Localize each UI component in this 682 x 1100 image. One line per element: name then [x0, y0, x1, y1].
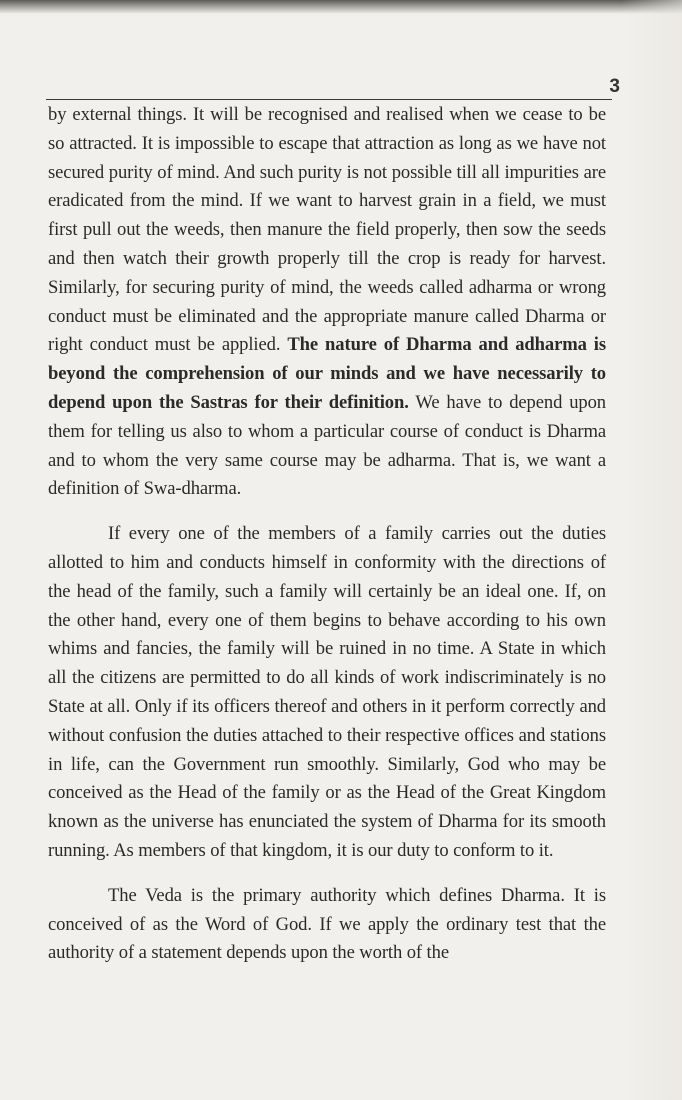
paragraph-1-bold-text: The nature of Dharma and adharma is beyond the comprehension of our minds and we have necessarily to depend upon the Sastras for their definition. [48, 334, 606, 413]
page-edge-shade [622, 0, 682, 1100]
paragraph-3: The Veda is the primary authority which defines Dharma. It is conceived of as the Word of God. If we apply the ordinary test that the authority of a statement depends upon the worth of the [48, 884, 606, 964]
page-top-edge-shadow [0, 0, 682, 14]
page-number: 3 [609, 76, 620, 97]
paragraph-1-text-after: We have to depend upon them for telling us also to whom a particular course of conduct is Dharma and to whom the very same course may be adharma. That is, we want a definition of Swa-dharma. [48, 391, 606, 500]
paragraph-1 [48, 101, 606, 504]
paragraph-2: If every one of the members of a family carries out the duties allotted to him and conducts himself in conformity with the directions of the head of the family, such a family will certainly be an ideal one. If, on the other hand, every one of them begins to behave according to his own whims and fancies, the family will be ruined in no time. A State in which all the citizens are permitted to do all kinds of work indiscriminately is no State at all. Only if its officers thereof and others in it perform correctly and without confusion the duties attached to their respective offices and stations in life, can the Government run smoothly. Similarly, God who may be conceived as the Head of the family or as the Head of the Great Kingdom known as the universe has enunciated the system of Dharma for its smooth running. As members of that kingdom, it is our duty to conform to it. [48, 523, 606, 861]
paragraph-1-text-before: by external things. It will be recognised and realised when we cease to be so attracted. It is impossible to escape that attraction as long as we have not secured purity of mind. And such purity is not possible till all impurities are eradicated from the mind. If we want to harvest grain in a field, we must first pull out the weeds, then manure the field properly, then sow the seeds and then watch their growth properly till the crop is ready for harvest. Similarly, for securing purity of mind, the weeds called adharma or wrong conduct must be eliminated and the appropriate manure called Dharma or right conduct must be applied. [48, 104, 606, 356]
page-body [48, 101, 606, 968]
header-rule [46, 99, 612, 100]
